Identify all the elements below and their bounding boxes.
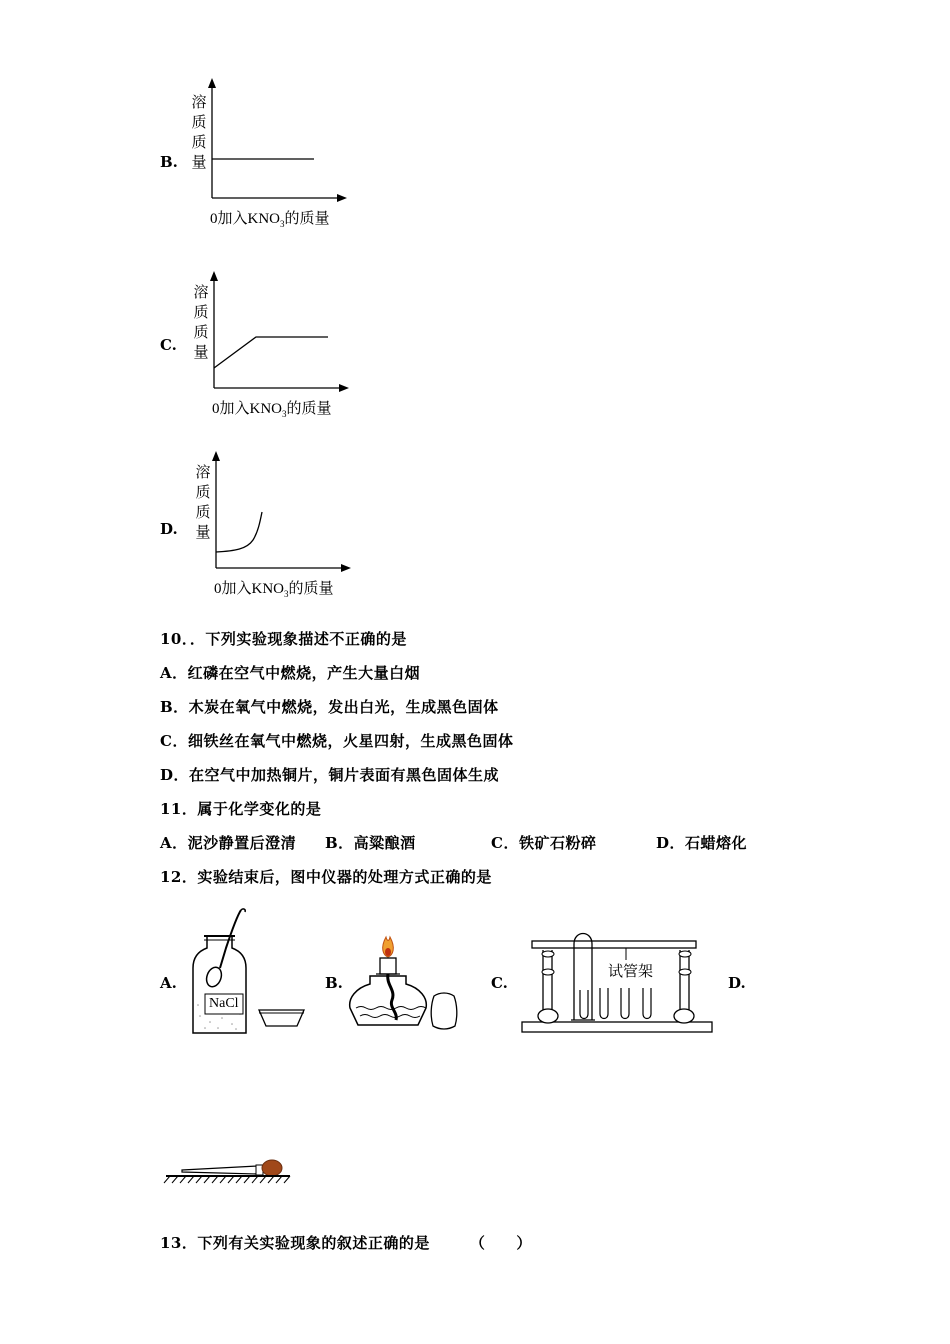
q10-option-a: A．红磷在空气中燃烧，产生大量白烟: [160, 664, 421, 682]
q12-option-c-label: C.: [491, 974, 508, 992]
q11-option-b: B．高粱酿酒: [325, 834, 416, 852]
q12-option-a-label: A.: [160, 974, 177, 992]
graph-c-xlabel: 0加入$KNO_3$的质量: [212, 401, 332, 419]
rack-label: 试管架: [608, 962, 654, 980]
q13-blank: （ ）: [469, 1234, 532, 1252]
q10-option-b: B．木炭在氧气中燃烧，发出白光，生成黑色固体: [160, 698, 499, 716]
q11-stem: 11．属于化学变化的是: [160, 800, 322, 818]
q11-option-c: C．铁矿石粉碎: [491, 834, 597, 852]
q10-option-c: C．细铁丝在氧气中燃烧，火星四射，生成黑色固体: [160, 732, 514, 750]
graph-b-xlabel: 0加入$KNO_3$的质量: [210, 211, 330, 229]
q12-option-b-label: B.: [325, 974, 343, 992]
q10-stem: 10．．下列实验现象描述不正确的是: [160, 630, 407, 648]
q11-option-d: D．石蜡熔化: [656, 834, 748, 852]
q12-option-d-label: D.: [728, 974, 746, 992]
graph-b-ylabel: 溶 质 质 量: [191, 93, 207, 171]
graph-d-xlabel: 0加入$KNO_3$的质量: [214, 581, 334, 599]
graph-d-label: D.: [160, 520, 178, 538]
q12-stem: 12．实验结束后，图中仪器的处理方式正确的是: [160, 868, 492, 886]
graph-c-label: C.: [160, 336, 177, 354]
graph-d-ylabel: 溶 质 质 量: [195, 463, 211, 541]
q13-stem: 13．下列有关实验现象的叙述正确的是 （ ）: [160, 1234, 532, 1252]
graph-b-label: B.: [160, 153, 178, 171]
nacl-label: NaCl: [209, 996, 239, 1011]
q10-option-d: D．在空气中加热铜片，铜片表面有黑色固体生成: [160, 766, 500, 784]
q11-option-a: A．泥沙静置后澄清: [160, 834, 297, 852]
graph-c-ylabel: 溶 质 质 量: [193, 283, 209, 361]
